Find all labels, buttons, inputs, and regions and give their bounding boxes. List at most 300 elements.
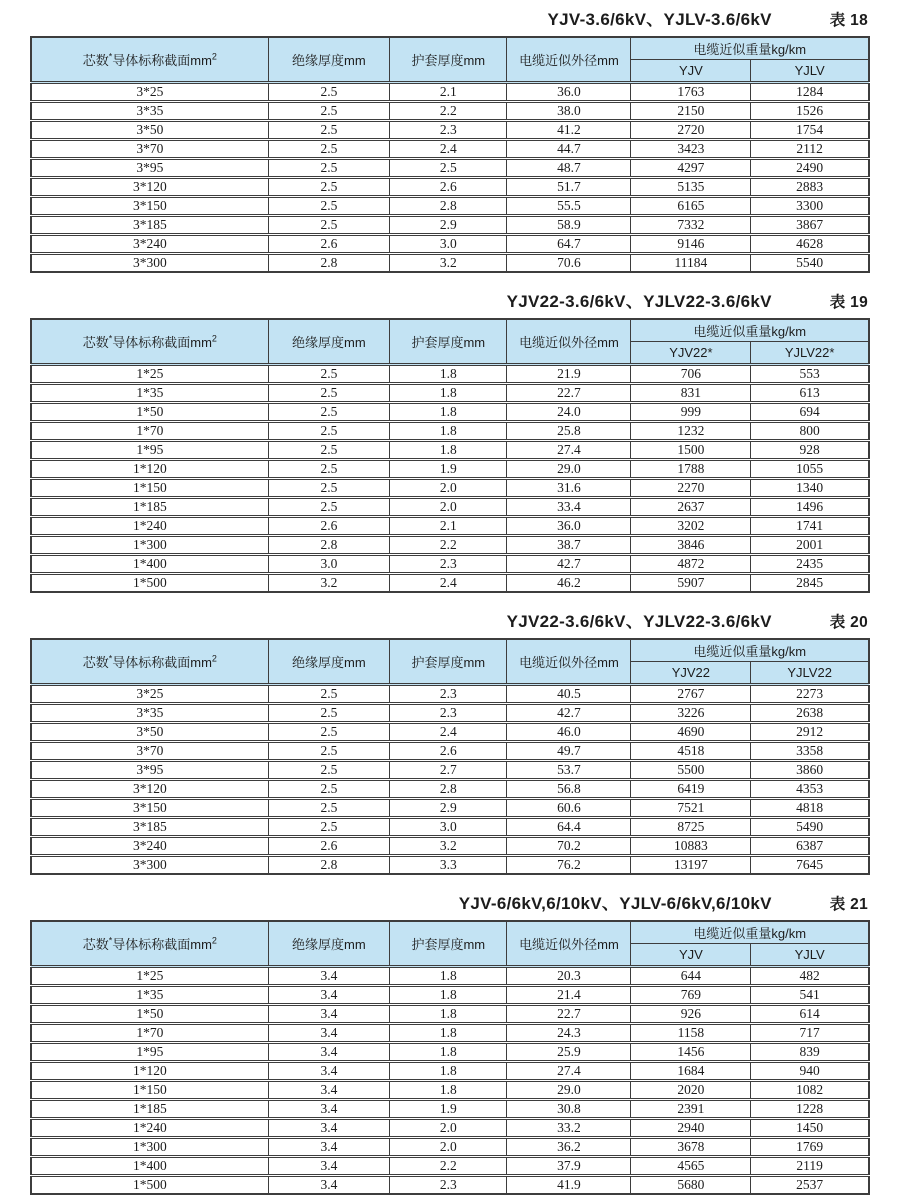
table-title-row (30, 607, 870, 632)
cell-weight-left: 3423 (631, 140, 751, 159)
table-row (31, 83, 869, 102)
cell-diameter: 46.2 (507, 574, 631, 593)
header-row-main (31, 921, 869, 944)
cell-insulation: 2.5 (268, 742, 390, 761)
cell-weight-left: 11184 (631, 254, 751, 273)
cell-spec: 3*25 (31, 83, 268, 102)
cell-insulation: 2.5 (268, 422, 390, 441)
cell-weight-left: 2391 (631, 1100, 751, 1119)
cell-weight-right: 1526 (751, 102, 869, 121)
cell-sheath: 1.8 (390, 967, 507, 986)
table-row (31, 498, 869, 517)
table-row (31, 178, 869, 197)
cell-diameter: 24.3 (507, 1024, 631, 1043)
spec-table (30, 920, 870, 1195)
cell-weight-right: 5540 (751, 254, 869, 273)
table-row (31, 574, 869, 593)
cell-diameter: 58.9 (507, 216, 631, 235)
cell-weight-left: 2720 (631, 121, 751, 140)
cell-spec: 1*300 (31, 1138, 268, 1157)
cell-sheath: 3.3 (390, 856, 507, 875)
cell-spec: 3*240 (31, 235, 268, 254)
cell-weight-left: 926 (631, 1005, 751, 1024)
cell-diameter: 38.0 (507, 102, 631, 121)
cell-insulation: 2.5 (268, 83, 390, 102)
cell-insulation: 3.4 (268, 1119, 390, 1138)
cell-sheath: 2.2 (390, 102, 507, 121)
table-row (31, 742, 869, 761)
table-row (31, 159, 869, 178)
column-header-sheath: 护套厚度mm (390, 639, 507, 685)
column-header-spec: 芯数*导体标称截面$mm^2$ (31, 37, 268, 83)
column-header-diameter: 电缆近似外径mm (507, 37, 631, 83)
cell-diameter: 21.4 (507, 986, 631, 1005)
cell-diameter: 33.4 (507, 498, 631, 517)
cell-diameter: 64.7 (507, 235, 631, 254)
cell-weight-left: 999 (631, 403, 751, 422)
column-header-weight: 电缆近似重量kg/km (631, 639, 869, 662)
cell-spec: 1*240 (31, 1119, 268, 1138)
cell-sheath: 2.0 (390, 1138, 507, 1157)
cell-insulation: 2.6 (268, 837, 390, 856)
cell-weight-left: 5680 (631, 1176, 751, 1195)
cell-weight-left: 4565 (631, 1157, 751, 1176)
table-row (31, 1119, 869, 1138)
cell-weight-left: 831 (631, 384, 751, 403)
cell-sheath: 1.8 (390, 384, 507, 403)
table-number: 表 18 (829, 12, 868, 29)
cell-spec: 1*25 (31, 967, 268, 986)
cell-insulation: 2.5 (268, 102, 390, 121)
cell-insulation: 3.4 (268, 1157, 390, 1176)
cell-insulation: 2.5 (268, 403, 390, 422)
cell-sheath: 2.4 (390, 140, 507, 159)
cell-insulation: 2.5 (268, 460, 390, 479)
cell-weight-right: 6387 (751, 837, 869, 856)
cell-weight-left: 5135 (631, 178, 751, 197)
cell-insulation: 2.8 (268, 254, 390, 273)
cell-weight-right: 800 (751, 422, 869, 441)
cell-spec: 3*300 (31, 254, 268, 273)
cell-weight-right: 1754 (751, 121, 869, 140)
cell-insulation: 2.5 (268, 197, 390, 216)
column-header-diameter: 电缆近似外径mm (507, 639, 631, 685)
spec-table (30, 638, 870, 875)
table-row (31, 1100, 869, 1119)
cell-weight-left: 7521 (631, 799, 751, 818)
cell-spec: 1*400 (31, 1157, 268, 1176)
column-header-insulation: 绝缘厚度mm (268, 639, 390, 685)
spec-table-section (30, 889, 870, 1195)
tables-container (30, 5, 870, 1195)
table-row (31, 967, 869, 986)
cell-spec: 1*35 (31, 986, 268, 1005)
cell-diameter: 44.7 (507, 140, 631, 159)
column-header-weight-sub: YJV22 (631, 662, 751, 685)
cell-sheath: 2.7 (390, 761, 507, 780)
cell-diameter: 70.2 (507, 837, 631, 856)
table-row (31, 856, 869, 875)
cell-weight-left: 6165 (631, 197, 751, 216)
table-row (31, 365, 869, 384)
cell-diameter: 36.0 (507, 517, 631, 536)
cell-sheath: 2.2 (390, 1157, 507, 1176)
cell-spec: 1*70 (31, 422, 268, 441)
cell-spec: 3*70 (31, 742, 268, 761)
cell-spec: 1*120 (31, 1062, 268, 1081)
table-row (31, 799, 869, 818)
cell-weight-right: 2435 (751, 555, 869, 574)
column-header-spec: 芯数*导体标称截面$mm^2$ (31, 921, 268, 967)
cell-diameter: 76.2 (507, 856, 631, 875)
cell-sheath: 2.4 (390, 723, 507, 742)
table-row (31, 685, 869, 704)
cell-weight-left: 10883 (631, 837, 751, 856)
cell-spec: 3*185 (31, 818, 268, 837)
cell-weight-left: 769 (631, 986, 751, 1005)
cell-sheath: 1.8 (390, 986, 507, 1005)
cell-spec: 1*35 (31, 384, 268, 403)
cell-diameter: 27.4 (507, 441, 631, 460)
cell-insulation: 2.5 (268, 441, 390, 460)
cell-weight-right: 2112 (751, 140, 869, 159)
cell-weight-left: 13197 (631, 856, 751, 875)
cell-spec: 3*120 (31, 780, 268, 799)
table-row (31, 723, 869, 742)
table-row (31, 704, 869, 723)
cell-spec: 3*50 (31, 121, 268, 140)
cell-spec: 1*185 (31, 498, 268, 517)
cell-weight-right: 839 (751, 1043, 869, 1062)
cell-weight-right: 2273 (751, 685, 869, 704)
cell-diameter: 40.5 (507, 685, 631, 704)
table-row (31, 254, 869, 273)
cell-diameter: 29.0 (507, 1081, 631, 1100)
cell-insulation: 3.0 (268, 555, 390, 574)
table-row (31, 517, 869, 536)
cell-weight-right: 2883 (751, 178, 869, 197)
table-row (31, 780, 869, 799)
cell-diameter: 60.6 (507, 799, 631, 818)
table-body (31, 365, 869, 593)
table-title: YJV-3.6/6kV、YJLV-3.6/6kV (547, 10, 772, 29)
spec-table (30, 36, 870, 273)
cell-sheath: 3.2 (390, 254, 507, 273)
table-body (31, 83, 869, 273)
cell-weight-left: 6419 (631, 780, 751, 799)
cell-weight-right: 2490 (751, 159, 869, 178)
cell-weight-left: 9146 (631, 235, 751, 254)
cell-sheath: 2.2 (390, 536, 507, 555)
cell-spec: 1*95 (31, 441, 268, 460)
cell-diameter: 20.3 (507, 967, 631, 986)
column-header-weight: 电缆近似重量kg/km (631, 319, 869, 342)
cell-diameter: 37.9 (507, 1157, 631, 1176)
cell-weight-right: 1082 (751, 1081, 869, 1100)
column-header-weight: 电缆近似重量kg/km (631, 921, 869, 944)
cell-weight-right: 694 (751, 403, 869, 422)
cell-sheath: 1.9 (390, 1100, 507, 1119)
table-row (31, 140, 869, 159)
cell-weight-right: 2119 (751, 1157, 869, 1176)
table-row (31, 235, 869, 254)
cell-weight-right: 7645 (751, 856, 869, 875)
cell-weight-right: 4818 (751, 799, 869, 818)
table-row (31, 555, 869, 574)
cell-spec: 3*120 (31, 178, 268, 197)
cell-insulation: 2.5 (268, 685, 390, 704)
cell-insulation: 2.5 (268, 723, 390, 742)
spec-table-section (30, 607, 870, 875)
cell-sheath: 2.8 (390, 780, 507, 799)
cell-diameter: 29.0 (507, 460, 631, 479)
cell-spec: 3*95 (31, 761, 268, 780)
cell-sheath: 1.8 (390, 441, 507, 460)
table-row (31, 818, 869, 837)
cell-sheath: 2.6 (390, 178, 507, 197)
cell-insulation: 2.5 (268, 140, 390, 159)
cell-weight-right: 3867 (751, 216, 869, 235)
cell-weight-right: 1741 (751, 517, 869, 536)
cell-weight-right: 553 (751, 365, 869, 384)
cell-diameter: 42.7 (507, 704, 631, 723)
cell-sheath: 2.9 (390, 799, 507, 818)
cell-insulation: 2.5 (268, 178, 390, 197)
cell-insulation: 2.5 (268, 216, 390, 235)
table-row (31, 422, 869, 441)
cell-diameter: 21.9 (507, 365, 631, 384)
cell-weight-left: 1158 (631, 1024, 751, 1043)
table-row (31, 1062, 869, 1081)
cell-sheath: 1.8 (390, 1005, 507, 1024)
cell-weight-left: 2020 (631, 1081, 751, 1100)
cell-insulation: 2.8 (268, 536, 390, 555)
column-header-weight-sub: YJV (631, 60, 751, 83)
cell-spec: 1*70 (31, 1024, 268, 1043)
cell-insulation: 3.4 (268, 1024, 390, 1043)
column-header-sheath: 护套厚度mm (390, 921, 507, 967)
cell-sheath: 3.0 (390, 818, 507, 837)
cell-diameter: 24.0 (507, 403, 631, 422)
cell-weight-left: 7332 (631, 216, 751, 235)
cell-insulation: 2.5 (268, 761, 390, 780)
cell-diameter: 53.7 (507, 761, 631, 780)
cell-spec: 1*400 (31, 555, 268, 574)
table-row (31, 1081, 869, 1100)
cell-diameter: 33.2 (507, 1119, 631, 1138)
cell-weight-right: 1284 (751, 83, 869, 102)
cell-insulation: 3.4 (268, 1176, 390, 1195)
table-row (31, 460, 869, 479)
cell-sheath: 2.0 (390, 498, 507, 517)
cell-weight-left: 2767 (631, 685, 751, 704)
cell-weight-left: 706 (631, 365, 751, 384)
cell-diameter: 51.7 (507, 178, 631, 197)
spec-table (30, 318, 870, 593)
cell-spec: 1*150 (31, 479, 268, 498)
cell-weight-left: 3678 (631, 1138, 751, 1157)
cell-weight-right: 940 (751, 1062, 869, 1081)
column-header-diameter: 电缆近似外径mm (507, 319, 631, 365)
cell-diameter: 49.7 (507, 742, 631, 761)
cell-weight-right: 928 (751, 441, 869, 460)
cell-weight-left: 644 (631, 967, 751, 986)
table-row (31, 1157, 869, 1176)
cell-sheath: 2.1 (390, 517, 507, 536)
cell-insulation: 2.5 (268, 159, 390, 178)
cell-weight-left: 1456 (631, 1043, 751, 1062)
cell-weight-right: 1340 (751, 479, 869, 498)
cell-insulation: 2.5 (268, 818, 390, 837)
cell-spec: 1*95 (31, 1043, 268, 1062)
cell-diameter: 41.9 (507, 1176, 631, 1195)
cell-insulation: 2.5 (268, 704, 390, 723)
cell-diameter: 41.2 (507, 121, 631, 140)
cell-weight-left: 3226 (631, 704, 751, 723)
cell-diameter: 56.8 (507, 780, 631, 799)
cell-sheath: 2.0 (390, 479, 507, 498)
cell-insulation: 2.5 (268, 384, 390, 403)
header-row-main (31, 639, 869, 662)
cell-weight-left: 1232 (631, 422, 751, 441)
cell-weight-left: 4297 (631, 159, 751, 178)
cell-insulation: 3.4 (268, 1062, 390, 1081)
table-row (31, 1138, 869, 1157)
cell-weight-left: 1763 (631, 83, 751, 102)
table-body (31, 967, 869, 1195)
cell-sheath: 1.9 (390, 460, 507, 479)
table-number: 表 19 (829, 294, 868, 311)
cell-spec: 1*150 (31, 1081, 268, 1100)
cell-weight-left: 4690 (631, 723, 751, 742)
cell-weight-left: 2940 (631, 1119, 751, 1138)
cell-sheath: 1.8 (390, 1024, 507, 1043)
cell-weight-left: 5907 (631, 574, 751, 593)
cell-weight-left: 5500 (631, 761, 751, 780)
cell-diameter: 55.5 (507, 197, 631, 216)
cell-weight-left: 2150 (631, 102, 751, 121)
cell-weight-right: 1228 (751, 1100, 869, 1119)
cell-sheath: 2.4 (390, 574, 507, 593)
table-row (31, 403, 869, 422)
table-row (31, 216, 869, 235)
cell-weight-left: 1684 (631, 1062, 751, 1081)
cell-weight-right: 482 (751, 967, 869, 986)
cell-sheath: 2.1 (390, 83, 507, 102)
cell-diameter: 46.0 (507, 723, 631, 742)
table-body (31, 685, 869, 875)
cell-insulation: 3.4 (268, 1100, 390, 1119)
cell-weight-left: 2637 (631, 498, 751, 517)
cell-sheath: 1.8 (390, 1062, 507, 1081)
table-title: YJV22-3.6/6kV、YJLV22-3.6/6kV (506, 612, 772, 631)
cell-diameter: 70.6 (507, 254, 631, 273)
cell-spec: 1*50 (31, 1005, 268, 1024)
cell-diameter: 36.2 (507, 1138, 631, 1157)
cell-spec: 1*240 (31, 517, 268, 536)
column-header-insulation: 绝缘厚度mm (268, 37, 390, 83)
cell-weight-left: 4518 (631, 742, 751, 761)
cell-sheath: 2.3 (390, 555, 507, 574)
cell-sheath: 3.2 (390, 837, 507, 856)
cell-insulation: 3.4 (268, 1081, 390, 1100)
cell-insulation: 2.5 (268, 780, 390, 799)
cell-diameter: 42.7 (507, 555, 631, 574)
table-row (31, 384, 869, 403)
table-row (31, 837, 869, 856)
table-row (31, 479, 869, 498)
cell-spec: 1*500 (31, 574, 268, 593)
table-row (31, 536, 869, 555)
table-title-row (30, 5, 870, 30)
cell-weight-right: 5490 (751, 818, 869, 837)
cell-insulation: 2.5 (268, 479, 390, 498)
cell-weight-right: 2845 (751, 574, 869, 593)
column-header-insulation: 绝缘厚度mm (268, 921, 390, 967)
cell-spec: 1*185 (31, 1100, 268, 1119)
cell-spec: 1*300 (31, 536, 268, 555)
column-header-weight-sub: YJLV22 (751, 662, 869, 685)
cell-sheath: 2.5 (390, 159, 507, 178)
column-header-weight-sub: YJLV (751, 60, 869, 83)
cell-weight-right: 614 (751, 1005, 869, 1024)
cell-weight-right: 1450 (751, 1119, 869, 1138)
cell-sheath: 2.3 (390, 704, 507, 723)
cell-insulation: 3.4 (268, 1043, 390, 1062)
table-row (31, 1024, 869, 1043)
cell-spec: 1*50 (31, 403, 268, 422)
cell-spec: 3*35 (31, 704, 268, 723)
cell-weight-right: 2912 (751, 723, 869, 742)
cell-sheath: 2.3 (390, 121, 507, 140)
table-row (31, 1043, 869, 1062)
cell-insulation: 2.8 (268, 856, 390, 875)
cell-spec: 1*25 (31, 365, 268, 384)
cell-weight-right: 2638 (751, 704, 869, 723)
cell-sheath: 1.8 (390, 365, 507, 384)
cell-diameter: 25.8 (507, 422, 631, 441)
cell-sheath: 2.0 (390, 1119, 507, 1138)
table-row (31, 986, 869, 1005)
cell-insulation: 3.2 (268, 574, 390, 593)
cell-weight-right: 1496 (751, 498, 869, 517)
cell-diameter: 27.4 (507, 1062, 631, 1081)
cell-weight-right: 613 (751, 384, 869, 403)
cell-weight-right: 3300 (751, 197, 869, 216)
table-row (31, 1005, 869, 1024)
cell-sheath: 1.8 (390, 1043, 507, 1062)
cell-weight-right: 2001 (751, 536, 869, 555)
table-number: 表 20 (829, 614, 868, 631)
cell-diameter: 30.8 (507, 1100, 631, 1119)
cell-sheath: 2.9 (390, 216, 507, 235)
cell-spec: 3*35 (31, 102, 268, 121)
cell-sheath: 1.8 (390, 1081, 507, 1100)
column-header-spec: 芯数*导体标称截面$mm^2$ (31, 319, 268, 365)
cell-weight-right: 717 (751, 1024, 869, 1043)
catalog-page (30, 5, 870, 1195)
cell-spec: 3*150 (31, 197, 268, 216)
column-header-weight-sub: YJV (631, 944, 751, 967)
cell-weight-left: 4872 (631, 555, 751, 574)
cell-sheath: 1.8 (390, 403, 507, 422)
cell-insulation: 2.5 (268, 498, 390, 517)
column-header-diameter: 电缆近似外径mm (507, 921, 631, 967)
header-row-main (31, 319, 869, 342)
cell-weight-left: 3846 (631, 536, 751, 555)
spec-table-section (30, 287, 870, 593)
cell-weight-right: 4628 (751, 235, 869, 254)
